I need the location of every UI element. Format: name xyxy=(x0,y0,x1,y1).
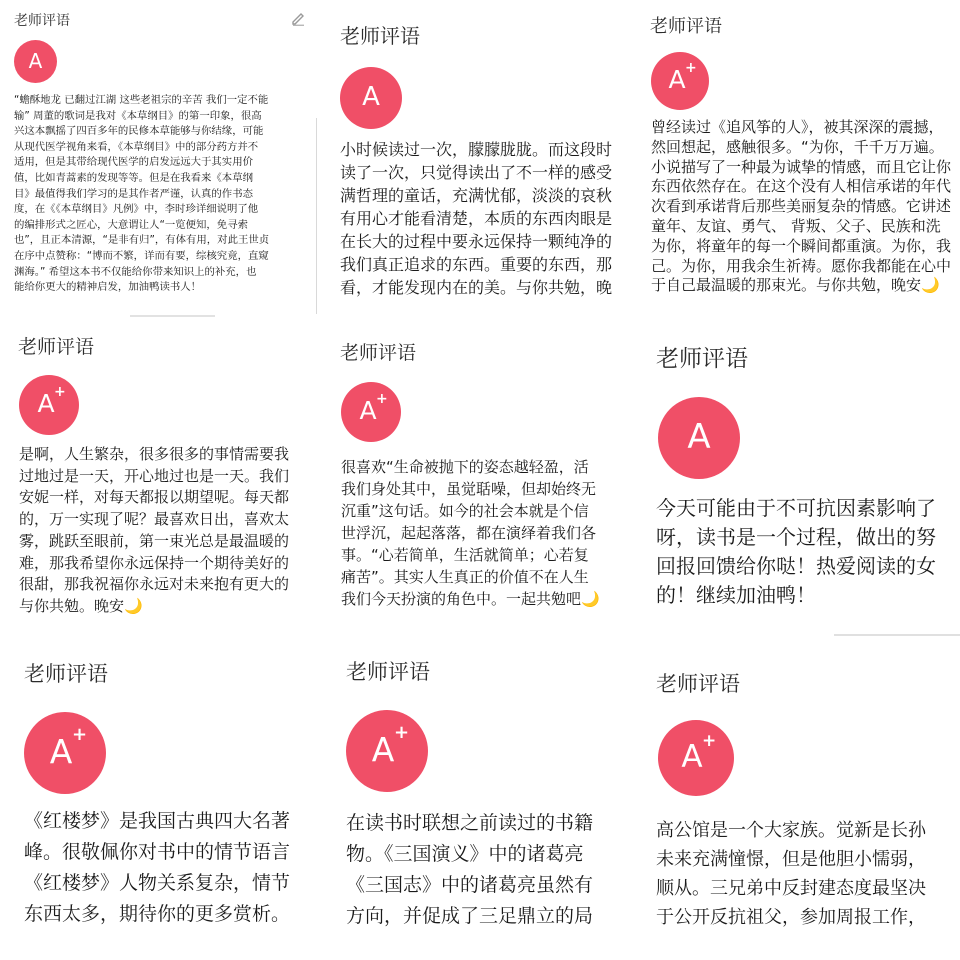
comment-line: 度，在《《本草纲目》凡例》中，李时珍详细说明了他 xyxy=(14,203,259,216)
card-title: 老师评语 xyxy=(18,336,95,358)
comment-text xyxy=(14,93,269,296)
comment-line: “蟾酥地龙 已翻过江湖 这些老祖宗的辛苦 我们一定不能 xyxy=(14,94,269,106)
comment-line: 今天可能由于不可抗因素影响了 xyxy=(656,496,936,520)
card-title: 老师评语 xyxy=(346,660,430,684)
comment-line: 物。《三国演义》中的诸葛亮 xyxy=(346,843,584,865)
comment-line: 回报回馈给你哒！热爱阅读的女 xyxy=(656,554,936,578)
comment-line: 也”，且正本清源，“是非有归”，有体有用，对此王世贞 xyxy=(14,234,270,247)
comment-card-2 xyxy=(322,0,634,320)
comment-line: 次看到承诺背后那些美丽复杂的情感。它讲述 xyxy=(651,197,952,216)
comment-text xyxy=(656,816,926,932)
comment-line: 为你，将童年的每一个瞬间都重演。为你，我 xyxy=(651,236,952,255)
card-title: 老师评语 xyxy=(340,342,417,364)
comment-line: 我们真正追求的东西。重要的东西，那 xyxy=(340,255,613,274)
grade-letter: A xyxy=(28,49,43,73)
comment-text xyxy=(341,456,600,610)
comment-line: 未来充满憧憬，但是他胆小懦弱， xyxy=(656,849,926,870)
comment-line: 的编排形式之匠心，大意谓让人“一览便知，免寻索 xyxy=(14,218,248,231)
comment-line: 《红楼梦》人物关系复杂，情节 xyxy=(24,872,291,894)
comment-text xyxy=(340,138,612,299)
comment-line: 很甜，那我祝福你永远对未来抱有更大的 xyxy=(19,575,290,594)
comment-line: 看，才能发现内在的美。与你共勉，晚 xyxy=(340,278,613,297)
grade-badge xyxy=(340,67,402,129)
comment-line: 有用心才能看清楚，本质的东西肉眼是 xyxy=(340,209,613,228)
grade-letter: A xyxy=(49,732,73,771)
grade-letter: A xyxy=(359,396,377,425)
comment-line: 于自己最温暖的那束光。与你共勉，晚安🌙 xyxy=(651,276,940,295)
comment-line: 曾经读过《追风筝的人》，被其深深的震撼， xyxy=(651,118,944,136)
comment-line: 峰。很敬佩你对书中的情节语言 xyxy=(24,841,291,863)
grade-badge xyxy=(341,382,401,442)
card-title: 老师评语 xyxy=(24,662,108,686)
grade-badge xyxy=(658,720,734,796)
comment-line: 己。为你，用我余生祈祷。愿你我都能在心中 xyxy=(651,256,952,275)
comment-card-1 xyxy=(0,0,320,320)
comment-line: 的，万一实现了呢？最喜欢日出，喜欢太 xyxy=(19,510,290,529)
comment-line: 顺从。三兄弟中反封建态度最坚决 xyxy=(656,878,926,899)
comment-text xyxy=(346,808,593,932)
comment-line: 在序中点赞称：“博而不繁，详而有要，综核究竟，直窥 xyxy=(14,249,269,262)
card-title: 老师评语 xyxy=(650,16,722,37)
grade-letter: A xyxy=(681,739,703,775)
grade-badge xyxy=(14,40,57,83)
bottom-divider xyxy=(130,315,215,317)
comment-line: 与你共勉。晚安🌙 xyxy=(19,596,143,615)
grade-plus: + xyxy=(376,391,388,407)
grade-letter: A xyxy=(362,82,380,112)
comment-line: 难，那我希望你永远保持一个期待美好的 xyxy=(19,553,290,572)
comment-line: 从现代医学视角来看，《本草纲目》中的部分药方并不 xyxy=(14,140,259,153)
comment-line: 《红楼梦》是我国古典四大名著 xyxy=(24,810,291,832)
comment-text xyxy=(656,494,936,610)
comment-line: 《三国志》中的诸葛亮虽然有 xyxy=(346,874,594,896)
comment-line: 我们今天扮演的角色中。一起共勉吧🌙 xyxy=(341,590,600,608)
grade-plus: + xyxy=(394,722,410,743)
comment-line: 目》最值得我们学习的是其作者严谨，认真的作书态 xyxy=(14,187,253,200)
card-title: 老师评语 xyxy=(656,346,748,372)
comment-line: 值，比如青蒿素的发现等等。但是在我看来《本草纲 xyxy=(14,171,253,184)
card-title: 老师评语 xyxy=(14,13,70,29)
comment-line: 的！继续加油鸭！ xyxy=(656,583,816,607)
scroll-indicator xyxy=(316,118,317,314)
comment-card-3 xyxy=(636,0,960,320)
comment-line: 兴这本飘摇了四百多年的民修本草能够与你结缘，可能 xyxy=(14,125,264,138)
comment-text xyxy=(651,118,951,296)
comment-line: 在长大的过程中要永远保持一颗纯净的 xyxy=(340,232,613,251)
comment-line: 东西依然存在。在这个没有人相信承诺的年代 xyxy=(651,177,952,196)
comment-line: 痛苦”。其实人生真正的价值不在人生 xyxy=(341,568,589,586)
comment-line: 方向，并促成了三足鼎立的局 xyxy=(346,905,594,927)
comment-line: 很喜欢“生命被抛下的姿态越轻盈，活 xyxy=(341,458,589,476)
comment-card-9 xyxy=(636,640,960,960)
grade-letter: A xyxy=(371,730,395,769)
comment-line: 我们身处其中，虽觉聒噪，但却始终无 xyxy=(341,480,597,498)
grade-badge xyxy=(346,710,428,792)
comment-line: 在读书时联想之前读过的书籍 xyxy=(346,812,594,834)
grade-badge xyxy=(24,712,106,794)
comment-line: 适用，但是其带给现代医学的启发远远大于其实用价 xyxy=(14,156,253,169)
edit-icon[interactable] xyxy=(290,10,306,26)
comment-line: 安妮一样，对每天都报以期望呢。每天都 xyxy=(19,488,290,507)
comment-card-4 xyxy=(0,322,320,638)
comment-card-5 xyxy=(322,322,634,638)
comment-line: 呀，读书是一个过程，做出的努 xyxy=(656,525,936,549)
card-title: 老师评语 xyxy=(340,24,420,48)
comment-line: 满哲理的童话，充满忧郁，淡淡的哀秋 xyxy=(340,186,613,205)
comment-line: 输” 周董的歌词是我对《本草纲目》的第一印象，很高 xyxy=(14,109,262,122)
comment-line: 小说描写了一种最为诚挚的情感，而且它让你 xyxy=(651,157,952,176)
comment-line: 小时候读过一次，朦朦胧胧。而这段时 xyxy=(340,140,613,159)
comment-line: 事。“心若简单，生活就简单；心若复 xyxy=(341,546,589,564)
grade-badge xyxy=(658,397,740,479)
comment-line: 沉重”这句话。如今的社会本就是个信 xyxy=(341,502,589,520)
grade-plus: + xyxy=(685,60,697,76)
comment-line: 过地过是一天，开心地过也是一天。我们 xyxy=(19,466,290,485)
grade-letter: A xyxy=(668,65,686,94)
grade-plus: + xyxy=(72,724,88,745)
comment-line: 雾，跳跃至眼前，第一束光总是最温暖的 xyxy=(19,531,290,550)
comment-line: 读了一次，只觉得读出了不一样的感受 xyxy=(340,163,613,182)
grade-plus: + xyxy=(54,384,66,400)
comment-line: 渊海。” 希望这本书不仅能给你带来知识上的补充，也 xyxy=(14,265,257,278)
comment-line: 能给你更大的精神启发，加油鸭读书人！ xyxy=(14,281,202,294)
grade-letter: A xyxy=(37,389,55,418)
comment-card-7 xyxy=(0,640,320,960)
comment-line: 世浮沉，起起落落，都在演绎着我们各 xyxy=(341,524,597,542)
comment-line: 于公开反抗祖父，参加周报工作， xyxy=(656,907,926,928)
comment-line: 童年、友谊、勇气、 背叛、父子、民族和洗 xyxy=(651,216,941,235)
comment-line: 是啊，人生繁杂，很多很多的事情需要我 xyxy=(19,445,290,463)
bottom-divider xyxy=(834,634,960,636)
comment-card-6 xyxy=(636,322,960,638)
comment-card-8 xyxy=(322,640,634,960)
comment-line: 然回想起，感触很多。“为你，千千万万遍。 xyxy=(651,137,944,156)
grade-badge xyxy=(19,375,79,435)
comment-line: 东西太多，期待你的更多赏析。 xyxy=(24,903,291,925)
card-title: 老师评语 xyxy=(656,672,740,696)
comment-text xyxy=(19,444,289,618)
comment-text xyxy=(24,806,290,930)
grade-letter: A xyxy=(687,417,711,457)
grade-plus: + xyxy=(702,731,717,751)
comment-line: 高公馆是一个大家族。觉新是长孙 xyxy=(656,820,926,841)
grade-badge xyxy=(651,52,709,110)
